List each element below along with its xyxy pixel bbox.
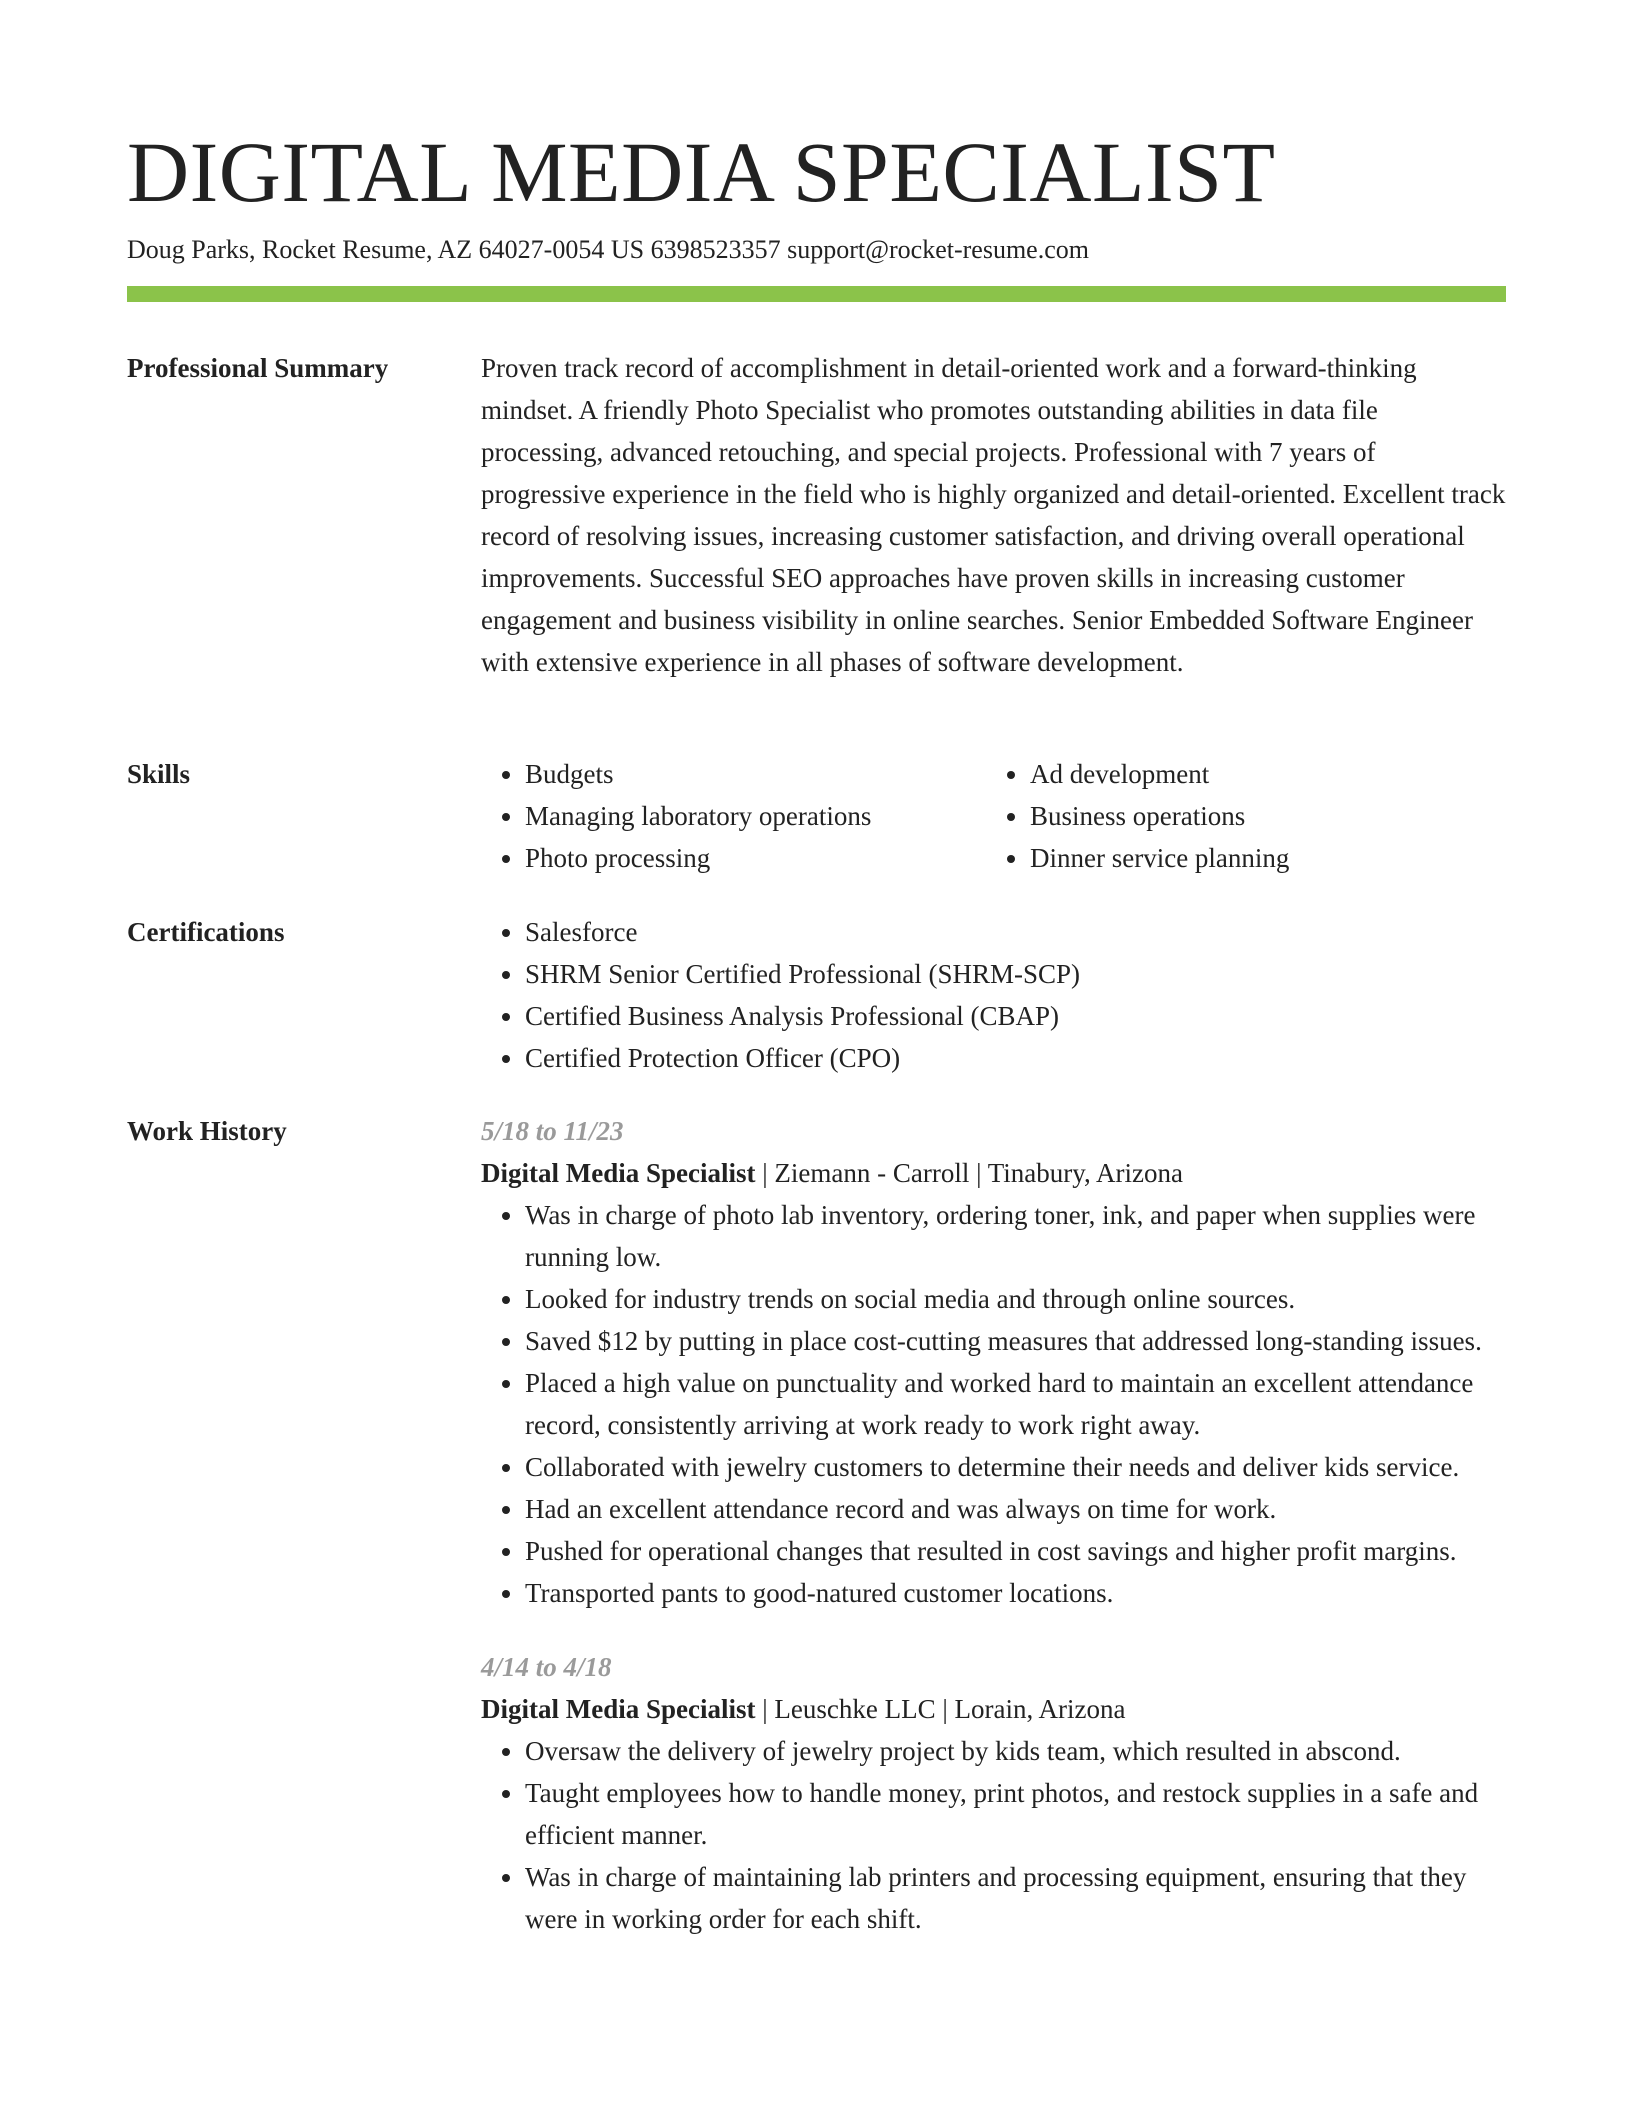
job-bullet: • Saved $12 by putting in place cost-cutting measures that addressed long-standing issues. (525, 1320, 1506, 1362)
job-bullet: • Placed a high value on punctuality and worked hard to maintain an excellent attendance record, consistently arriving at work ready to work right away. (525, 1362, 1506, 1446)
job-dates: 4/14 to 4/18 (481, 1652, 612, 1682)
skills-label: Skills (127, 759, 191, 789)
certifications-label: Certifications (127, 917, 285, 947)
job-bullets (481, 1730, 1506, 1940)
work-history-entries (481, 1110, 1506, 1940)
job-bullet: • Looked for industry trends on social media and through online sources. (525, 1278, 1506, 1320)
certification-item: • Certified Business Analysis Professional (CBAP) (525, 995, 1506, 1037)
certifications-list (481, 911, 1506, 1079)
job-bullets (481, 1194, 1506, 1614)
job-bullet: • Oversaw the delivery of jewelry project by kids team, which resulted in abscond. (525, 1730, 1506, 1772)
job-bullet: • Had an excellent attendance record and was always on time for work. (525, 1488, 1506, 1530)
skill-item: • Managing laboratory operations (525, 795, 986, 837)
job-title: Digital Media Specialist (481, 1158, 756, 1188)
job-heading (481, 1688, 1506, 1730)
summary-label: Professional Summary (127, 353, 389, 383)
work-history-label: Work History (127, 1116, 287, 1146)
job-entry (481, 1110, 1506, 1614)
job-title: Digital Media Specialist (481, 1694, 756, 1724)
job-bullet: • Taught employees how to handle money, print photos, and restock supplies in a safe and efficient manner. (525, 1772, 1506, 1856)
skills-list-right (986, 753, 1506, 879)
skill-item: • Business operations (1030, 795, 1506, 837)
skill-item: • Dinner service planning (1030, 837, 1506, 879)
certification-item: • Salesforce (525, 911, 1506, 953)
job-bullet: • Pushed for operational changes that resulted in cost savings and higher profit margins. (525, 1530, 1506, 1572)
job-bullet: • Collaborated with jewelry customers to determine their needs and deliver kids service. (525, 1446, 1506, 1488)
certification-item: • Certified Protection Officer (CPO) (525, 1037, 1506, 1079)
skill-item: • Budgets (525, 753, 986, 795)
job-bullet: • Transported pants to good-natured customer locations. (525, 1572, 1506, 1614)
job-employer-location: | Leuschke LLC | Lorain, Arizona (755, 1694, 1126, 1724)
job-entry (481, 1646, 1506, 1940)
contact-line: Doug Parks, Rocket Resume, AZ 64027-0054 US 6398523357 support@rocket-resume.com (127, 235, 1089, 264)
summary-text: Proven track record of accomplishment in detail-oriented work and a forward-thinking mindset. A friendly Photo Specialist who promotes outstanding abilities in data file processing, advanced retouching, and special projects. Professional with 7 years of progressive experience in the field who is highly organized and detail-oriented. Excellent track record of resolving issues, increasing customer satisfaction, and driving overall operational improvements. Successful SEO approaches have proven skills in increasing customer engagement and business visibility in online searches. Senior Embedded Software Engineer with extensive experience in all phases of software development. (481, 353, 1506, 677)
job-heading (481, 1152, 1506, 1194)
skills-list-left (481, 753, 986, 879)
resume-title: DIGITAL MEDIA SPECIALIST (127, 124, 1276, 220)
job-bullet: • Was in charge of photo lab inventory, ordering toner, ink, and paper when supplies were running low. (525, 1194, 1506, 1278)
skill-item: • Photo processing (525, 837, 986, 879)
certification-item: • SHRM Senior Certified Professional (SHRM-SCP) (525, 953, 1506, 995)
job-dates: 5/18 to 11/23 (481, 1116, 624, 1146)
job-bullet: • Was in charge of maintaining lab printers and processing equipment, ensuring that they were in working order for each shift. (525, 1856, 1506, 1940)
accent-divider (127, 286, 1506, 302)
job-employer-location: | Ziemann - Carroll | Tinabury, Arizona (755, 1158, 1183, 1188)
skill-item: • Ad development (1030, 753, 1506, 795)
